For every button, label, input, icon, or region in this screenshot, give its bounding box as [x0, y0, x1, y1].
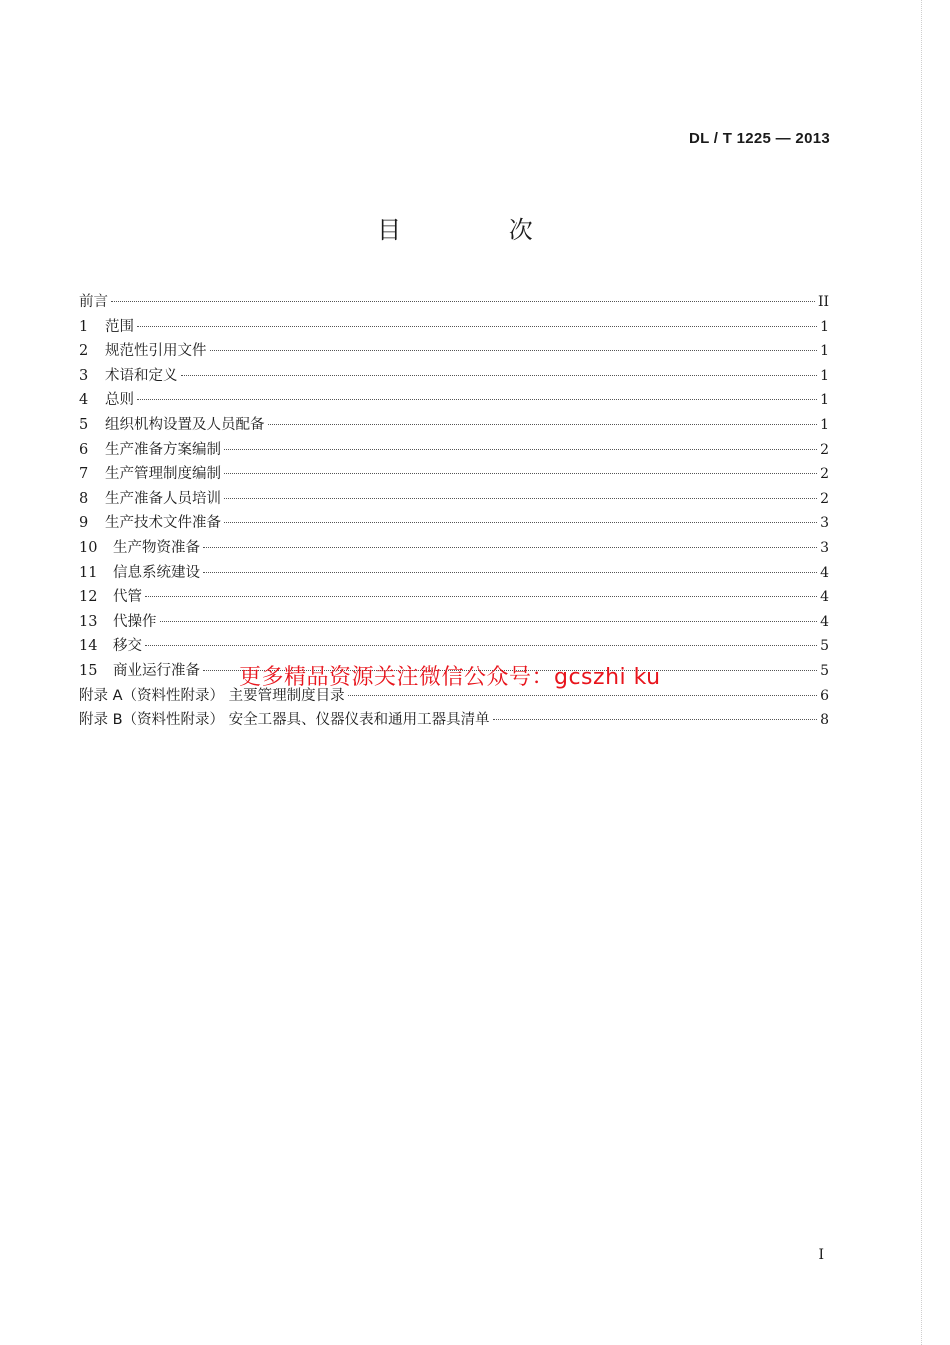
- toc-leader-dots: [203, 547, 817, 548]
- toc-leader-dots: [493, 719, 817, 720]
- toc-entry-title: 组织机构设置及人员配备: [105, 416, 265, 433]
- toc-entry-page: 5: [820, 662, 829, 679]
- toc-entry-page: 6: [820, 687, 829, 704]
- toc-entry-title: 前言: [79, 294, 108, 310]
- toc-entry-number: 14: [79, 638, 98, 655]
- toc-leader-dots: [224, 449, 817, 450]
- toc-leader-dots: [111, 301, 815, 302]
- toc-entry-number: 5: [79, 416, 89, 433]
- toc-entry-4[interactable]: [79, 388, 829, 413]
- toc-entry-title: 规范性引用文件: [105, 343, 207, 360]
- toc-entry-title: 代管: [113, 589, 142, 606]
- toc-entry-11[interactable]: [79, 561, 829, 586]
- toc-entry-title: 信息系统建设: [113, 564, 200, 581]
- toc-entry-page: 1: [820, 318, 829, 335]
- toc-entry-13[interactable]: [79, 610, 829, 635]
- toc-leader-dots: [210, 350, 818, 351]
- toc-entry-number: 1: [79, 318, 89, 335]
- page-title: 目 次: [377, 216, 583, 244]
- toc-entry-page: 2: [820, 466, 829, 483]
- toc-leader-dots: [268, 424, 818, 425]
- toc-entry-page: 3: [820, 539, 829, 556]
- toc-leader-dots: [224, 498, 817, 499]
- toc-entry-title: 移交: [113, 638, 142, 655]
- toc-entry-1[interactable]: [79, 315, 829, 340]
- toc-entry-title: 附录 A（资料性附录） 主要管理制度目录: [79, 687, 345, 704]
- toc-leader-dots: [145, 596, 817, 597]
- toc-leader-dots: [160, 621, 818, 622]
- document-code: DL / T 1225 — 2013: [688, 130, 830, 147]
- toc-entry-page: 3: [820, 515, 829, 532]
- toc-entry-10[interactable]: [79, 536, 829, 561]
- toc-entry-title: 生产技术文件准备: [105, 515, 221, 532]
- watermark-text: 更多精品资源关注微信公众号：gcszhi ku: [239, 665, 661, 690]
- toc-entry-title: 附录 B（资料性附录） 安全工器具、仪器仪表和通用工器具清单: [79, 712, 490, 729]
- toc-leader-dots: [137, 399, 817, 400]
- toc-leader-dots: [145, 645, 817, 646]
- toc-entry-page: 2: [820, 490, 829, 507]
- toc-entry-page: II: [817, 294, 829, 310]
- toc-entry-7[interactable]: [79, 462, 829, 487]
- toc-entry-title: 商业运行准备: [113, 662, 200, 679]
- toc-entry-number: 15: [79, 662, 98, 679]
- toc-entry-12[interactable]: [79, 585, 829, 610]
- toc-entry-number: 6: [79, 441, 89, 458]
- toc-entry-page: 1: [820, 416, 829, 433]
- toc-entry-title: 生产准备人员培训: [105, 490, 221, 507]
- toc-entry-number: 2: [79, 343, 89, 360]
- toc-entry-number: 3: [79, 367, 89, 384]
- toc-entry-title: 术语和定义: [105, 367, 178, 384]
- toc-entry-page: 1: [820, 367, 829, 384]
- toc-entry-5[interactable]: [79, 413, 829, 438]
- toc-entry-page: 4: [820, 564, 829, 581]
- toc-entry-number: 4: [79, 392, 89, 409]
- toc-leader-dots: [224, 473, 817, 474]
- toc-leader-dots: [137, 326, 817, 327]
- scan-edge-line: [920, 0, 922, 1345]
- toc-entry-title: 代操作: [113, 613, 157, 630]
- toc-entry-number: 11: [79, 564, 98, 581]
- toc-entry-page: 4: [820, 589, 829, 606]
- toc-entry-number: 7: [79, 466, 89, 483]
- toc-leader-dots: [348, 695, 817, 696]
- toc-entry-page: 8: [820, 712, 829, 729]
- toc-entry-8[interactable]: [79, 487, 829, 512]
- toc-entry-2[interactable]: [79, 339, 829, 364]
- toc-entry-appendix-b[interactable]: [79, 708, 829, 733]
- toc-entry-title: 生产物资准备: [113, 539, 200, 556]
- toc-entry-6[interactable]: [79, 438, 829, 463]
- toc-leader-dots: [224, 522, 817, 523]
- page-number: I: [818, 1247, 824, 1263]
- toc-entry-page: 1: [820, 392, 829, 409]
- toc-entry-number: 12: [79, 589, 98, 606]
- toc-entry-number: 8: [79, 490, 89, 507]
- toc-entry-number: 13: [79, 613, 98, 630]
- toc-entry-title: 生产准备方案编制: [105, 441, 221, 458]
- toc-entry-title: 总则: [105, 392, 134, 409]
- toc-entry-number: 9: [79, 515, 89, 532]
- toc-entry-page: 2: [820, 441, 829, 458]
- toc-entry-preface[interactable]: [79, 290, 829, 315]
- toc-entry-page: 5: [820, 638, 829, 655]
- toc-entry-title: 生产管理制度编制: [105, 466, 221, 483]
- toc-entry-9[interactable]: [79, 511, 829, 536]
- toc-leader-dots: [203, 572, 817, 573]
- toc-entry-page: 1: [820, 343, 829, 360]
- toc-entry-number: 10: [79, 539, 98, 556]
- toc-entry-3[interactable]: [79, 364, 829, 389]
- toc-entry-title: 范围: [105, 318, 134, 335]
- toc-entry-14[interactable]: [79, 634, 829, 659]
- toc-leader-dots: [181, 375, 818, 376]
- toc-entry-page: 4: [820, 613, 829, 630]
